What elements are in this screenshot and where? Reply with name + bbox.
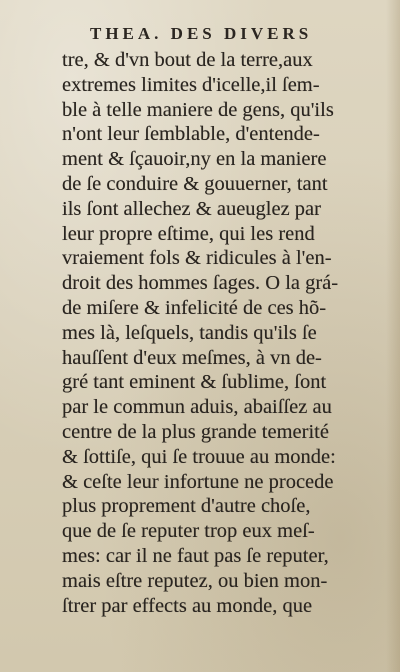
text-line: vraiement fols & ridicules à l'en- xyxy=(62,247,332,270)
text-line: que de ſe reputer trop eux meſ- xyxy=(62,520,315,543)
text-line: & ceſte leur infortune ne procede xyxy=(62,470,334,493)
text-line: droit des hommes ſages. O la grá- xyxy=(62,272,339,295)
text-line: ils ſont allechez & aueuglez par xyxy=(62,197,321,220)
text-line: ment & ſçauoir,ny en la maniere xyxy=(62,148,327,171)
text-line: n'ont leur ſemblable, d'entende- xyxy=(62,123,320,146)
text-line: extremes limites d'icelle,il ſem- xyxy=(62,73,320,96)
text-line: de ſe conduire & gouuerner, tant xyxy=(62,172,328,195)
text-line: tre, & d'vn bout de la terre,aux xyxy=(62,49,313,71)
text-line: mes là, leſquels, tandis qu'ils ſe xyxy=(62,321,317,344)
text-line: gré tant eminent & ſublime, ſont xyxy=(62,371,327,394)
page-gutter-shadow xyxy=(386,0,400,672)
text-line: hauſſent d'eux meſmes, à vn de- xyxy=(62,346,322,369)
text-line: ſtrer par effects au monde, que xyxy=(62,594,313,617)
text-line: ble à telle maniere de gens, qu'ils xyxy=(62,98,334,121)
text-line: leur propre eſtime, qui les rend xyxy=(62,222,315,245)
text-line: centre de la plus grande temerité xyxy=(62,420,329,443)
text-line: mes: car il ne faut pas ſe reputer, xyxy=(62,544,329,567)
text-line: par le commun aduis, abaiſſez au xyxy=(62,396,332,419)
running-head: THEA. DES DIVERS xyxy=(90,24,313,43)
text-line: plus proprement d'autre choſe, xyxy=(62,495,311,518)
text-line: de miſere & infelicité de ces hõ- xyxy=(62,296,327,319)
text-line: & ſottiſe, qui ſe trouue au monde: xyxy=(62,445,336,468)
body-text xyxy=(62,48,384,618)
text-line: mais eſtre reputez, ou bien mon- xyxy=(62,569,328,592)
